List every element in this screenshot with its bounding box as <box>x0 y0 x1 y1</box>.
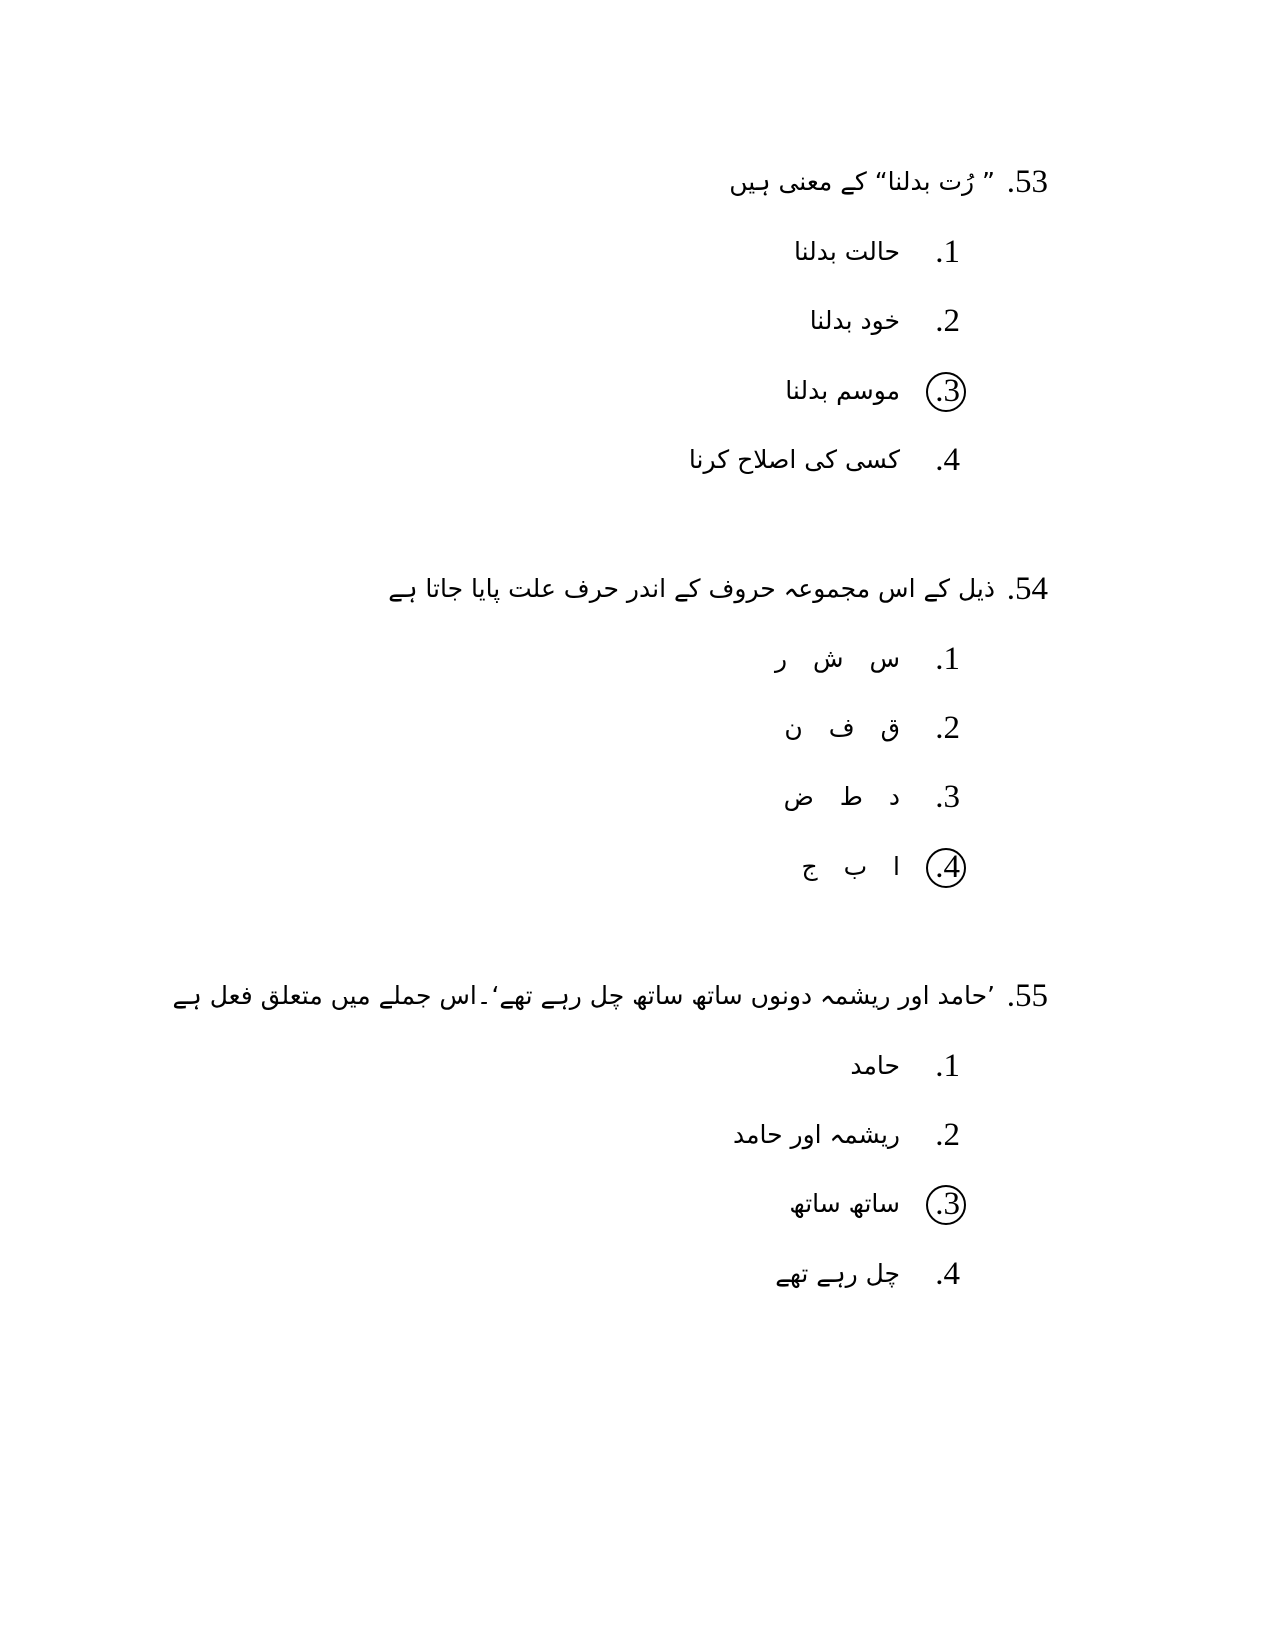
answer-circle-icon <box>926 372 966 412</box>
option-number-label: .3 <box>935 1186 960 1222</box>
option-text: چل رہے تھے <box>775 1259 900 1288</box>
option-number: .1 <box>935 1048 960 1084</box>
option-number: .4 <box>935 1256 960 1292</box>
option-text: ساتھ ساتھ <box>789 1189 900 1218</box>
question-text: ’حامد اور ریشمہ دونوں ساتھ ساتھ چل رہے تھے‘۔اس جملے میں متعلق فعل ہے <box>172 981 995 1010</box>
answer-circle-icon <box>926 1185 966 1225</box>
option-text: س ش ر <box>774 644 900 673</box>
option-number: .2 <box>935 1117 960 1153</box>
option-text: حامد <box>850 1051 900 1080</box>
option-number: .1 <box>935 641 960 677</box>
option-text: موسم بدلنا <box>785 376 900 405</box>
option-text: حالت بدلنا <box>793 237 900 266</box>
option-number: .1 <box>935 234 960 270</box>
option-text: د ط ض <box>783 782 900 811</box>
question-text: ” رُت بدلنا“ کے معنی ہیں <box>729 167 995 196</box>
option-text: ریشمہ اور حامد <box>732 1120 900 1149</box>
option-text: کسی کی اصلاح کرنا <box>688 445 900 474</box>
option-number: .4 <box>935 442 960 478</box>
option-number: .3 <box>935 779 960 815</box>
option-number-label: .4 <box>935 849 960 885</box>
option-text: ق ف ن <box>784 713 900 742</box>
answer-circle-icon <box>926 848 966 888</box>
option-number-label: .3 <box>935 373 960 409</box>
option-number-selected <box>900 847 960 887</box>
option-number-selected <box>900 371 960 411</box>
question-text: ذیل کے اس مجموعہ حروف کے اندر حرف علت پایا جاتا ہے <box>388 574 995 603</box>
option-number-selected <box>900 1184 960 1224</box>
question-number: .54 <box>1006 571 1048 607</box>
option-text: ا ب ج <box>801 852 900 881</box>
option-number: .2 <box>935 303 960 339</box>
option-text: خود بدلنا <box>809 306 900 335</box>
question-number: .55 <box>1006 978 1048 1014</box>
question-number: .53 <box>1006 164 1048 200</box>
option-number: .2 <box>935 710 960 746</box>
